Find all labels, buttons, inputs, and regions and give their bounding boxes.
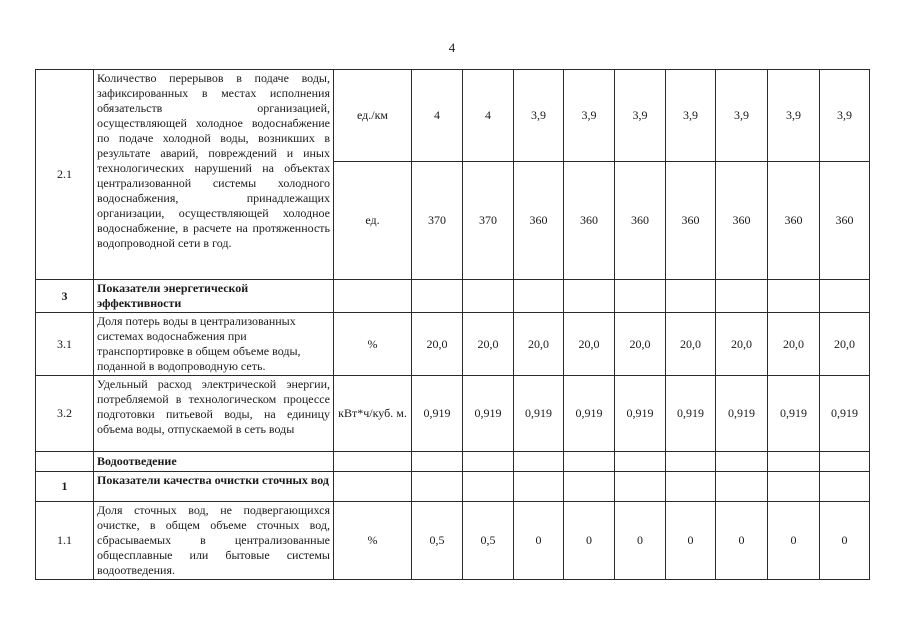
empty-cell: [564, 452, 615, 472]
empty-cell: [564, 280, 615, 313]
empty-cell: [334, 472, 412, 502]
section-heading-treatment-quality: Показатели качества очистки сточных вод: [94, 472, 334, 502]
empty-cell: [615, 452, 666, 472]
value-cell: 3,9: [615, 70, 666, 162]
row-description-1-1: Доля сточных вод, не подвергающихся очистке, в общем объеме сточных вод, сбрасываемых в централизованные общесплавные или бытовые системы водоотведения.: [94, 502, 334, 580]
empty-cell: [820, 280, 870, 313]
value-cell: 0: [514, 502, 564, 580]
value-cell: 20,0: [716, 313, 768, 376]
table-row-2-1-a: [36, 70, 870, 162]
value-cell: 3,9: [716, 70, 768, 162]
value-cell: 20,0: [514, 313, 564, 376]
value-cell: 0: [615, 502, 666, 580]
value-cell: 3,9: [666, 70, 716, 162]
empty-cell: [463, 452, 514, 472]
empty-cell: [716, 472, 768, 502]
empty-cell: [768, 472, 820, 502]
value-cell: 3,9: [564, 70, 615, 162]
indicators-table: [35, 69, 870, 580]
table-row-3: [36, 280, 870, 313]
table-row-3-1: [36, 313, 870, 376]
row-number-3-1: 3.1: [36, 313, 94, 376]
value-cell: 0: [820, 502, 870, 580]
value-cell: 0,5: [463, 502, 514, 580]
value-cell: 360: [564, 162, 615, 280]
value-cell: 0,5: [412, 502, 463, 580]
row-number-1-1: 1.1: [36, 502, 94, 580]
empty-cell: [514, 452, 564, 472]
value-cell: 370: [463, 162, 514, 280]
value-cell: 360: [768, 162, 820, 280]
value-cell: 0,919: [412, 376, 463, 452]
empty-cell: [412, 280, 463, 313]
empty-cell: [463, 472, 514, 502]
empty-cell: [514, 472, 564, 502]
empty-cell: [820, 472, 870, 502]
value-cell: 20,0: [615, 313, 666, 376]
empty-cell: [768, 280, 820, 313]
empty-cell: [412, 472, 463, 502]
value-cell: 3,9: [768, 70, 820, 162]
row-number-3-2: 3.2: [36, 376, 94, 452]
empty-cell: [463, 280, 514, 313]
row-description-3-1: Доля потерь воды в централизованных системах водоснабжения при транспортировке в общем объеме воды, поданной в водопроводную сеть.: [94, 313, 334, 376]
unit-cell: %: [334, 502, 412, 580]
empty-cell: [820, 452, 870, 472]
value-cell: 0,919: [716, 376, 768, 452]
value-cell: 0,919: [666, 376, 716, 452]
section-heading-energy-efficiency: Показатели энергетической эффективности: [94, 280, 334, 313]
row-description-2-1: Количество перерывов в подаче воды, зафиксированных в местах исполнения обязательств организацией, осуществляющей холодное водоснабжение по подаче холодной воды, возникших в результате аварий, повреждений и иных технологических нарушений на объектах централизованной системы холодного водоснабжения, принадлежащих организации, осуществляющей холодное водоснабжение, в расчете на протяженность водопроводной сети в год.: [94, 70, 334, 280]
value-cell: 0,919: [564, 376, 615, 452]
empty-cell: [36, 452, 94, 472]
value-cell: 360: [514, 162, 564, 280]
value-cell: 0: [768, 502, 820, 580]
empty-cell: [615, 472, 666, 502]
value-cell: 0,919: [463, 376, 514, 452]
empty-cell: [716, 280, 768, 313]
table-row-water-disposal: [36, 452, 870, 472]
value-cell: 3,9: [514, 70, 564, 162]
row-description-3-2: Удельный расход электрической энергии, потребляемой в технологическом процессе подготовки питьевой воды, на единицу объема воды, отпускаемой в сеть воды: [94, 376, 334, 452]
unit-cell: ед./км: [334, 70, 412, 162]
value-cell: 20,0: [412, 313, 463, 376]
empty-cell: [666, 472, 716, 502]
value-cell: 0,919: [820, 376, 870, 452]
value-cell: 360: [716, 162, 768, 280]
page-number: 4: [448, 40, 456, 55]
value-cell: 360: [666, 162, 716, 280]
unit-label: кВт*ч/куб. м.: [338, 406, 407, 420]
empty-cell: [334, 280, 412, 313]
empty-cell: [768, 452, 820, 472]
value-cell: 4: [412, 70, 463, 162]
value-cell: 360: [820, 162, 870, 280]
value-cell: 20,0: [666, 313, 716, 376]
empty-cell: [716, 452, 768, 472]
value-cell: 20,0: [564, 313, 615, 376]
value-cell: 0,919: [514, 376, 564, 452]
row-number-1: 1: [36, 472, 94, 502]
value-cell: 370: [412, 162, 463, 280]
row-number-3: 3: [36, 280, 94, 313]
table-row-1: [36, 472, 870, 502]
empty-cell: [564, 472, 615, 502]
value-cell: 0: [564, 502, 615, 580]
unit-cell: %: [334, 313, 412, 376]
value-cell: 0: [716, 502, 768, 580]
empty-cell: [666, 280, 716, 313]
value-cell: 20,0: [768, 313, 820, 376]
value-cell: 0,919: [768, 376, 820, 452]
value-cell: 20,0: [463, 313, 514, 376]
value-cell: 360: [615, 162, 666, 280]
value-cell: 20,0: [820, 313, 870, 376]
table-row-1-1: [36, 502, 870, 580]
section-heading-water-disposal: Водоотведение: [94, 452, 334, 472]
empty-cell: [615, 280, 666, 313]
empty-cell: [514, 280, 564, 313]
empty-cell: [412, 452, 463, 472]
table-row-3-2: [36, 376, 870, 452]
empty-cell: [334, 452, 412, 472]
empty-cell: [666, 452, 716, 472]
value-cell: 3,9: [820, 70, 870, 162]
unit-cell: ед.: [334, 162, 412, 280]
unit-cell: [334, 376, 412, 452]
row-number-2-1: 2.1: [36, 70, 94, 280]
value-cell: 0: [666, 502, 716, 580]
value-cell: 0,919: [615, 376, 666, 452]
value-cell: 4: [463, 70, 514, 162]
